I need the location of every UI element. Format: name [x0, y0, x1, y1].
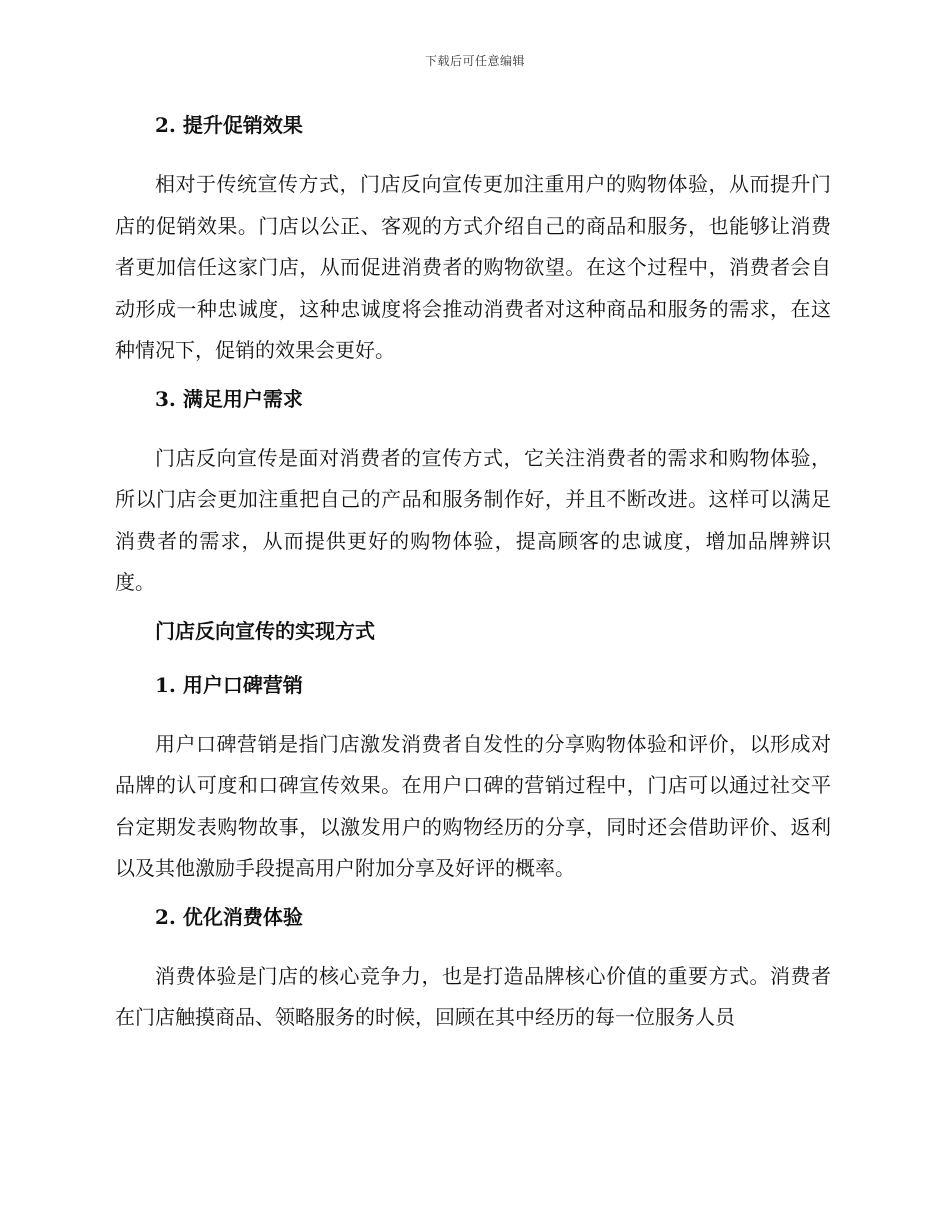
- paragraph-word-of-mouth: 用户口碑营销是指门店激发消费者自发性的分享购物体验和评价，以形成对品牌的认可度和口碑宣传效果。在用户口碑的营销过程中，门店可以通过社交平台定期发表购物故事，以激发用户的购物经历的分享，同时还会借助评价、返利以及其他激励手段提高用户附加分享及好评的概率。: [115, 731, 831, 880]
- section-heading-word-of-mouth: 1. 用户口碑营销: [155, 672, 303, 697]
- document-body: [115, 110, 831, 1051]
- paragraph-consumer-experience: 消费体验是门店的核心竞争力，也是打造品牌核心价值的重要方式。消费者在门店触摸商品、领略服务的时候，回顾在其中经历的每一位服务人员: [115, 963, 831, 1029]
- page-header: 下载后可任意编辑: [424, 54, 525, 68]
- section-heading-promotion-effect: 2. 提升促销效果: [155, 113, 303, 137]
- section-heading-consumer-experience: 2. 优化消费体验: [155, 904, 303, 929]
- section-heading-implementation-methods: 门店反向宣传的实现方式: [155, 618, 375, 643]
- paragraph-meet-user-needs: 门店反向宣传是面对消费者的宣传方式，它关注消费者的需求和购物体验，所以门店会更加注重把自己的产品和服务制作好，并且不断改进。这样可以满足消费者的需求，从而提供更好的购物体验，提高顾客的忠诚度，增加品牌辨识度。: [115, 445, 831, 594]
- section-heading-meet-user-needs: 3. 满足用户需求: [155, 386, 303, 411]
- paragraph-promotion-effect: 相对于传统宣传方式，门店反向宣传更加注重用户的购物体验，从而提升门店的促销效果。门店以公正、客观的方式介绍自己的商品和服务，也能够让消费者更加信任这家门店，从而促进消费者的购物欲望。在这个过程中，消费者会自动形成一种忠诚度，这种忠诚度将会推动消费者对这种商品和服务的需求，在这种情况下，促销的效果会更好。: [115, 172, 831, 362]
